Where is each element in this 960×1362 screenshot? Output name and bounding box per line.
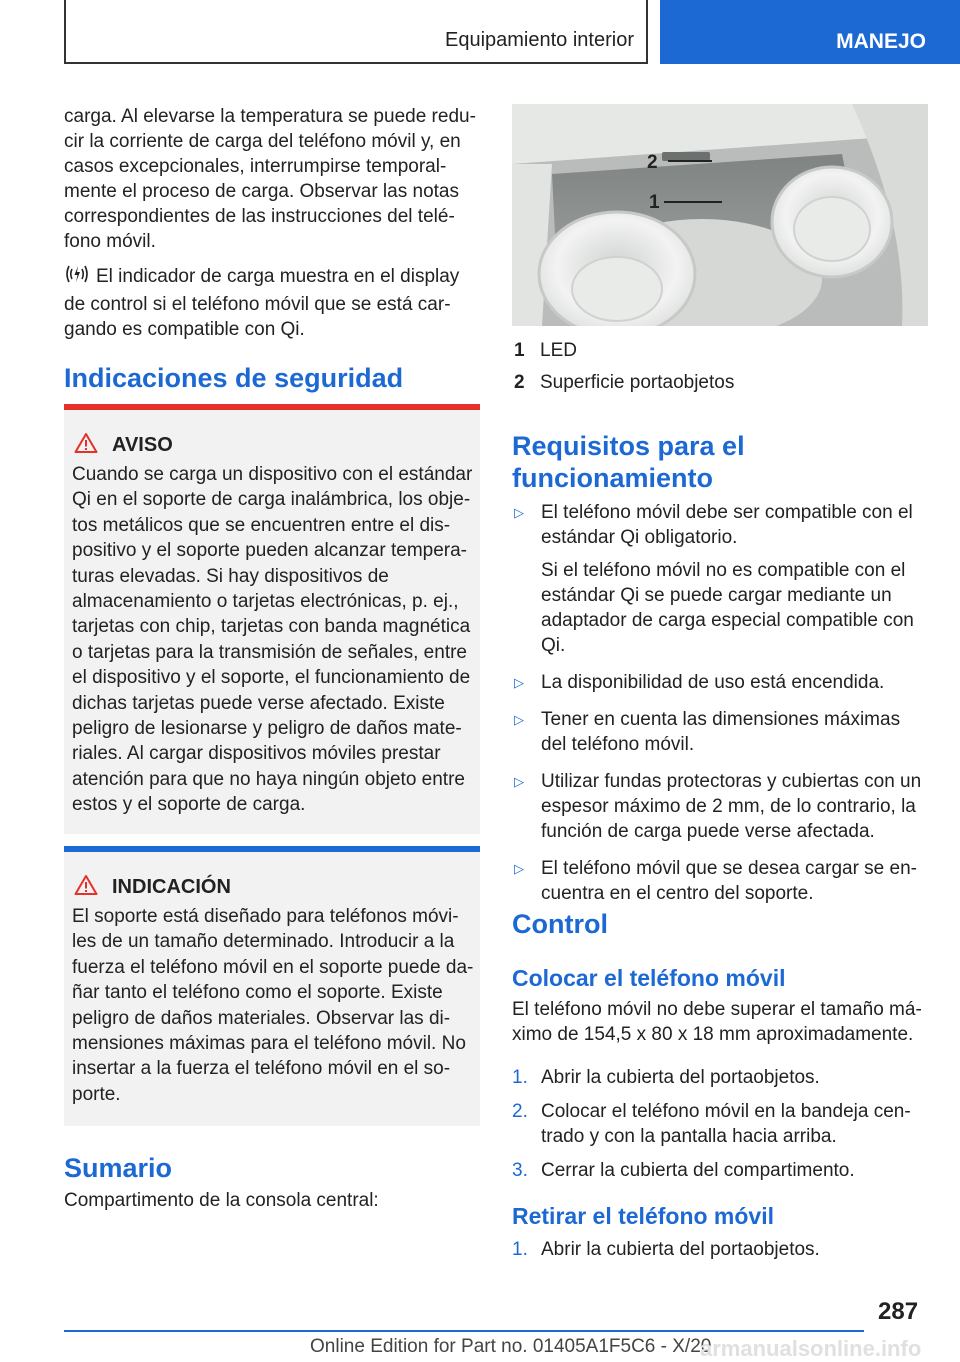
triangle-bullet-icon: ▷ xyxy=(514,712,524,727)
triangle-bullet-icon: ▷ xyxy=(514,505,524,520)
footer-divider xyxy=(64,1330,864,1332)
legend-number: 1 xyxy=(514,340,525,361)
warning-bar xyxy=(64,404,480,410)
console-compartment-photo xyxy=(512,104,928,326)
page-number: 287 xyxy=(878,1298,919,1325)
warning-triangle-icon xyxy=(74,874,98,901)
watermark: armanualsonline.info xyxy=(700,1336,922,1361)
list-item: ▷ Tener en cuenta las dimensiones máximas del teléfono móvil. xyxy=(514,709,901,755)
left-column xyxy=(64,104,480,342)
triangle-bullet-icon: ▷ xyxy=(514,774,524,789)
edition-text: Online Edition for Part no. 01405A1F5C6 - X/20 xyxy=(310,1336,712,1357)
running-header xyxy=(64,0,648,64)
chapter-tab xyxy=(660,0,960,64)
step-item: 2. Colocar el teléfono móvil en la bandeja cen-trado y con la pantalla hacia arriba. xyxy=(512,1101,911,1147)
summary-heading: Sumario xyxy=(64,1153,173,1183)
list-item: ▷ Utilizar fundas protectoras y cubiertas con un espesor máximo de 2 mm, de lo contrario, la función de carga puede verse afectada. xyxy=(514,771,922,842)
remove-steps xyxy=(512,1237,928,1271)
figure-label-1: 1 xyxy=(649,192,660,213)
triangle-bullet-icon: ▷ xyxy=(514,675,524,690)
notice-bar xyxy=(64,846,480,852)
list-item: ▷ La disponibilidad de uso está encendida. xyxy=(514,672,885,693)
chapter-tab-label: MANEJO xyxy=(836,30,926,53)
legend-label: Superficie portaobjetos xyxy=(540,372,735,393)
requirements-list xyxy=(512,500,928,918)
triangle-bullet-icon: ▷ xyxy=(514,861,524,876)
notice-box xyxy=(64,846,480,1126)
place-steps xyxy=(512,1065,928,1192)
figure-label-2: 2 xyxy=(647,152,658,173)
place-text: El teléfono móvil no debe superar el tamaño má-ximo de 154,5 x 80 x 18 mm aproximadamente. xyxy=(512,999,922,1045)
warning-text: Cuando se carga un dispositivo con el estándar Qi en el soporte de carga inalámbrica, los obje-tos metálicos que se encuentren entre el dis-positivo y el soporte pueden alcanzar tempera-turas elevadas. Si hay dispositivos de almacenamiento o tarjetas electrónicas, p. ej., tarjetas con chip, tarjetas con banda magnética o tarjetas para la transmisión de señales, entre el dispositivo y el soporte, el funcionamiento de dichas tarjetas puede verse afectado. Existe peligro de lesionarse y peligro de daños mate-riales. Al cargar dispositivos móviles prestar atención para que no haya ningún objeto entre estos y el soporte de carga. xyxy=(72,464,473,816)
list-item: ▷ El teléfono móvil debe ser compatible con el estándar Qi obligatorio. Si el teléfono móvil no es compatible con el estándar Qi se puede cargar mediante un adaptador de carga especial compatible con Qi. xyxy=(514,502,914,656)
legend-label: LED xyxy=(540,340,577,361)
indicator-text: El indicador de carga muestra en el display de control si el teléfono móvil que se está car-gando es compatible con Qi. xyxy=(64,266,460,340)
remove-heading: Retirar el teléfono móvil xyxy=(512,1203,775,1229)
safety-heading: Indicaciones de seguridad xyxy=(64,363,404,393)
indicator-paragraph xyxy=(64,263,480,342)
control-heading: Control xyxy=(512,909,608,939)
warning-header xyxy=(74,432,173,459)
step-item: 1. Abrir la cubierta del portaobjetos. xyxy=(512,1239,820,1260)
legend-number: 2 xyxy=(514,372,525,393)
notice-title: INDICACIÓN xyxy=(112,876,231,898)
list-item: ▷ El teléfono móvil que se desea cargar se en-cuentra en el centro del soporte. xyxy=(514,858,917,904)
step-item: 1. Abrir la cubierta del portaobjetos. xyxy=(512,1067,820,1088)
requirements-heading: Requisitos para el funcionamiento xyxy=(512,431,745,493)
section-title: Equipamiento interior xyxy=(445,29,634,51)
wireless-charging-icon xyxy=(64,263,90,292)
legend-row xyxy=(514,340,577,362)
step-item: 3. Cerrar la cubierta del compartimento. xyxy=(512,1160,855,1181)
intro-paragraph: carga. Al elevarse la temperatura se puede redu-cir la corriente de carga del teléfono móvil y, en casos excepcionales, interrumpirse temporal-mente el proceso de carga. Observar las notas correspondientes de las instrucciones del telé-fono móvil. xyxy=(64,106,476,252)
warning-triangle-icon xyxy=(74,432,98,459)
notice-text: El soporte está diseñado para teléfonos móvi-les de un tamaño determinado. Introducir a la fuerza el teléfono móvil en el soporte puede da-ñar tanto el teléfono como el soporte. Existe peligro de daños materiales. Observar las di-mensiones máximas para el teléfono móvil. No insertar a la fuerza el teléfono móvil en el so-porte. xyxy=(72,906,474,1105)
warning-title: AVISO xyxy=(112,434,173,456)
place-heading: Colocar el teléfono móvil xyxy=(512,965,786,991)
legend-row xyxy=(514,372,734,394)
warning-box xyxy=(64,404,480,834)
summary-text: Compartimento de la consola central: xyxy=(64,1190,379,1211)
notice-header xyxy=(74,874,231,901)
